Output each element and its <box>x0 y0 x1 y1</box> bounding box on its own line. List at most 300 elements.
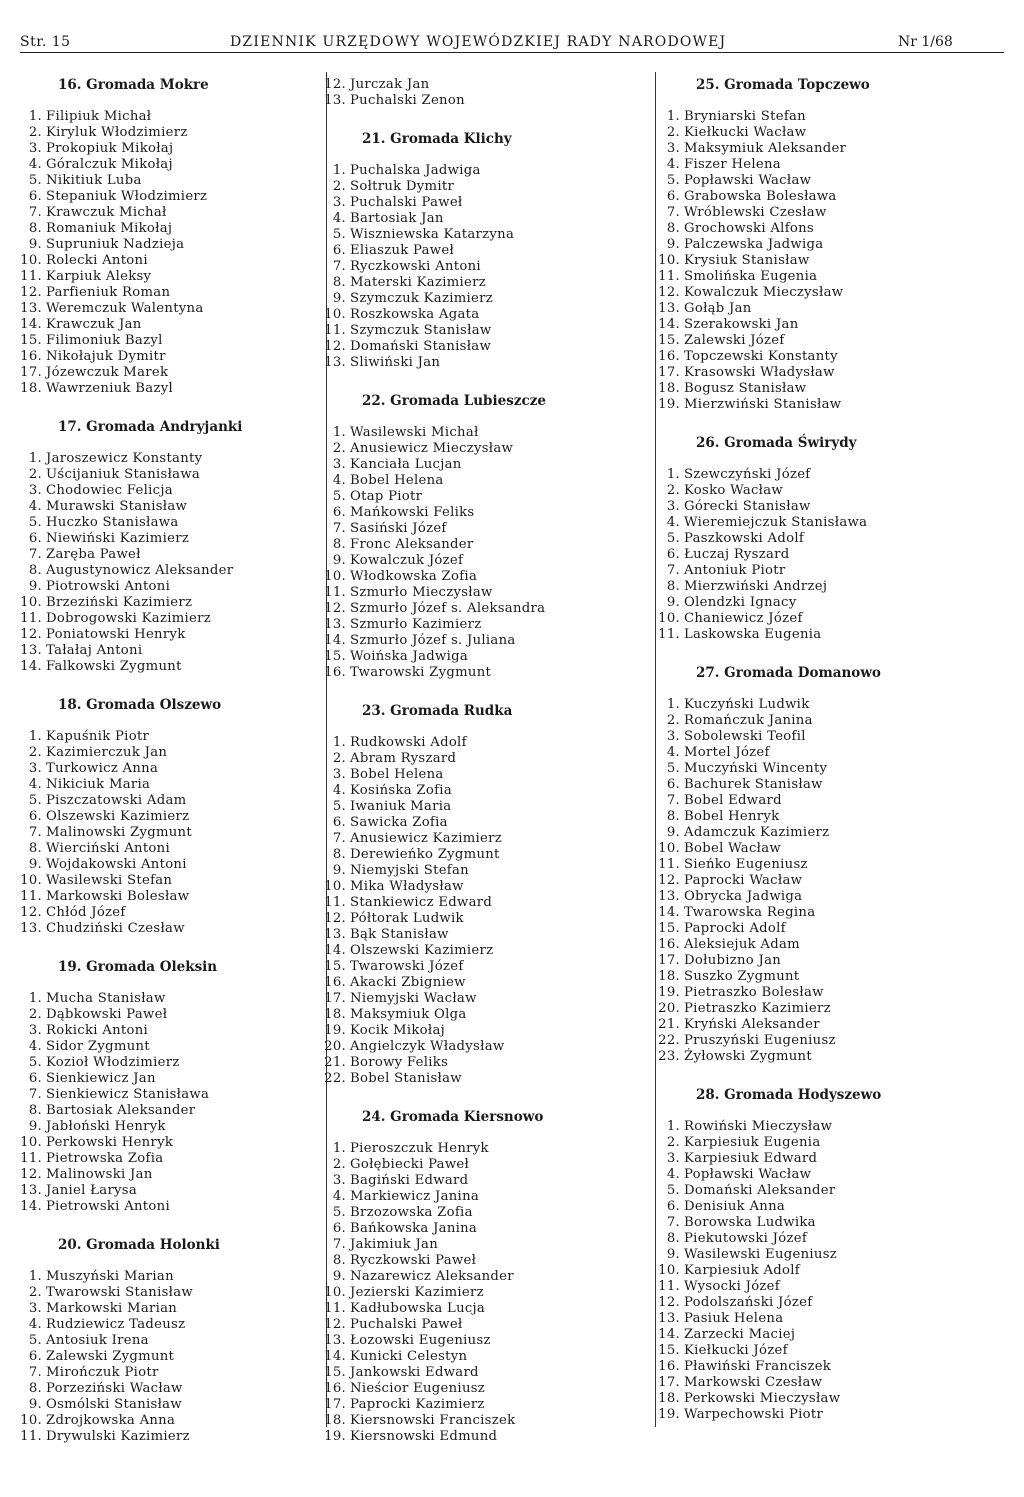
member-name: Ryczkowski Paweł <box>350 1253 477 1268</box>
member-number: 10. <box>20 1413 42 1428</box>
member-name: Angielczyk Władysław <box>350 1039 505 1054</box>
member-name: Pietrowska Zofia <box>46 1151 164 1166</box>
member-name: Twarowski Zygmunt <box>350 665 492 680</box>
member-row <box>656 483 956 499</box>
member-name: Pietraszko Kazimierz <box>684 1001 831 1016</box>
member-row <box>656 1247 956 1263</box>
member-row <box>322 1317 622 1333</box>
member-row <box>322 179 622 195</box>
member-number: 6. <box>28 1349 42 1364</box>
member-row <box>18 777 250 793</box>
section-title: 23. Gromada Rudka <box>362 703 513 719</box>
member-row <box>18 905 250 921</box>
member-row <box>656 611 956 627</box>
member-number: 13. <box>324 617 346 632</box>
member-name: Wasilewski Stefan <box>46 873 173 888</box>
member-number: 6. <box>666 777 680 792</box>
member-row <box>656 1215 956 1231</box>
member-name: Sobolewski Teofil <box>684 729 806 744</box>
member-name: Rudkowski Adolf <box>350 735 467 750</box>
member-name: Pasiuk Helena <box>684 1311 784 1326</box>
member-number: 16. <box>658 1359 680 1374</box>
member-number: 14. <box>324 1349 346 1364</box>
member-list <box>656 697 956 1065</box>
member-number: 17. <box>658 365 680 380</box>
member-row <box>322 1039 622 1055</box>
member-name: Malinowski Jan <box>46 1167 153 1182</box>
member-number: 7. <box>28 1365 42 1380</box>
member-name: Grochowski Alfons <box>684 221 814 236</box>
gromada-section <box>656 77 956 413</box>
member-row <box>18 889 250 905</box>
member-row <box>656 1279 956 1295</box>
member-number: 7. <box>28 547 42 562</box>
member-row <box>322 537 622 553</box>
member-number: 9. <box>666 595 680 610</box>
member-name: Wysocki Józef <box>684 1279 780 1294</box>
member-number: 7. <box>332 1237 346 1252</box>
member-number: 11. <box>20 1151 42 1166</box>
member-row <box>322 291 622 307</box>
member-name: Sawicka Zofia <box>350 815 448 830</box>
member-row <box>656 1407 956 1423</box>
member-number: 13. <box>324 355 346 370</box>
member-number: 11. <box>324 1301 346 1316</box>
member-row <box>18 269 250 285</box>
title-spacer <box>18 713 250 729</box>
member-row <box>18 1071 250 1087</box>
member-row <box>18 237 250 253</box>
member-number: 10. <box>20 873 42 888</box>
member-name: Pietrowski Antoni <box>46 1199 170 1214</box>
member-number: 4. <box>332 783 346 798</box>
member-name: Jurczak Jan <box>350 77 430 92</box>
member-number: 8. <box>332 275 346 290</box>
member-row <box>656 809 956 825</box>
member-number: 16. <box>658 937 680 952</box>
member-row <box>322 457 622 473</box>
member-name: Bartosiak Jan <box>350 211 444 226</box>
member-number: 7. <box>332 831 346 846</box>
member-number: 13. <box>20 301 42 316</box>
member-name: Dołubizno Jan <box>684 953 782 968</box>
member-number: 8. <box>28 221 42 236</box>
member-number: 8. <box>28 1381 42 1396</box>
member-name: Sidor Zygmunt <box>46 1039 150 1054</box>
member-row <box>322 831 622 847</box>
member-name: Popławski Wacław <box>684 1167 812 1182</box>
member-row <box>656 237 956 253</box>
member-row <box>656 1343 956 1359</box>
member-number: 22. <box>658 1033 680 1048</box>
member-number: 1. <box>28 1269 42 1284</box>
member-row <box>322 783 622 799</box>
member-name: Kosińska Zofia <box>350 783 452 798</box>
member-row <box>18 857 250 873</box>
member-name: Anusiewicz Kazimierz <box>350 831 502 846</box>
member-row <box>322 1237 622 1253</box>
member-number: 5. <box>666 1183 680 1198</box>
member-number: 21. <box>324 1055 346 1070</box>
member-list <box>18 991 250 1215</box>
member-name: Piotrowski Antoni <box>46 579 171 594</box>
member-number: 1. <box>332 1141 346 1156</box>
member-row <box>656 1135 956 1151</box>
member-number: 15. <box>658 921 680 936</box>
member-row <box>656 269 956 285</box>
member-name: Fronc Aleksander <box>350 537 474 552</box>
member-number: 7. <box>666 563 680 578</box>
member-name: Wawrzeniuk Bazyl <box>46 381 173 396</box>
member-name: Antoniuk Piotr <box>684 563 786 578</box>
member-number: 17. <box>20 365 42 380</box>
member-number: 8. <box>28 563 42 578</box>
member-name: Dobrogowski Kazimierz <box>46 611 211 626</box>
member-number: 6. <box>332 1221 346 1236</box>
member-name: Roszkowska Agata <box>350 307 480 322</box>
member-number: 3. <box>28 141 42 156</box>
member-name: Wasilewski Eugeniusz <box>684 1247 838 1262</box>
member-name: Malinowski Zygmunt <box>46 825 192 840</box>
member-row <box>322 553 622 569</box>
member-number: 2. <box>332 179 346 194</box>
section-title: 18. Gromada Olszewo <box>58 697 222 713</box>
member-number: 15. <box>324 959 346 974</box>
member-row <box>322 489 622 505</box>
member-name: Kocik Mikołaj <box>350 1023 446 1038</box>
member-row <box>18 157 250 173</box>
gromada-section <box>18 697 250 937</box>
section-spacer <box>322 109 622 131</box>
member-name: Woińska Jadwiga <box>350 649 469 664</box>
member-row <box>656 905 956 921</box>
section-spacer <box>18 1215 250 1237</box>
member-name: Markiewicz Janina <box>350 1189 480 1204</box>
gromada-section <box>322 77 622 109</box>
member-number: 19. <box>658 397 680 412</box>
member-name: Mierzwiński Andrzej <box>684 579 828 594</box>
member-name: Bańkowska Janina <box>350 1221 478 1236</box>
member-number: 13. <box>20 1183 42 1198</box>
member-row <box>322 1429 622 1445</box>
member-number: 2. <box>28 125 42 140</box>
member-number: 9. <box>332 291 346 306</box>
member-name: Bobel Wacław <box>684 841 781 856</box>
member-number: 11. <box>658 269 680 284</box>
member-number: 8. <box>332 537 346 552</box>
section-title: 20. Gromada Holonki <box>58 1237 220 1253</box>
member-number: 3. <box>666 499 680 514</box>
section-spacer <box>18 675 250 697</box>
member-row <box>322 879 622 895</box>
member-row <box>18 1023 250 1039</box>
member-number: 14. <box>20 317 42 332</box>
member-name: Twarowska Regina <box>684 905 816 920</box>
member-row <box>656 1311 956 1327</box>
member-name: Borowska Ludwika <box>684 1215 816 1230</box>
member-number: 9. <box>28 237 42 252</box>
member-name: Wróblewski Czesław <box>684 205 827 220</box>
member-row <box>18 1285 250 1301</box>
member-row <box>322 195 622 211</box>
member-name: Karpiesiuk Eugenia <box>684 1135 821 1150</box>
member-row <box>656 857 956 873</box>
member-name: Niemyjski Wacław <box>350 991 477 1006</box>
member-name: Nikołajuk Dymitr <box>46 349 166 364</box>
member-name: Filipiuk Michał <box>46 109 152 124</box>
member-number: 6. <box>666 189 680 204</box>
member-row <box>656 285 956 301</box>
member-row <box>322 1071 622 1087</box>
member-row <box>322 617 622 633</box>
member-name: Stankiewicz Edward <box>350 895 493 910</box>
member-row <box>18 1349 250 1365</box>
member-name: Szmurło Mieczysław <box>350 585 493 600</box>
member-number: 3. <box>28 761 42 776</box>
member-name: Bobel Stanisław <box>350 1071 462 1086</box>
member-name: Markowski Czesław <box>684 1375 823 1390</box>
member-name: Paprocki Adolf <box>684 921 786 936</box>
member-number: 8. <box>666 579 680 594</box>
member-row <box>322 1141 622 1157</box>
member-name: Otap Piotr <box>350 489 423 504</box>
member-name: Maksymiuk Aleksander <box>684 141 847 156</box>
member-row <box>322 665 622 681</box>
member-number: 3. <box>332 195 346 210</box>
member-list <box>18 451 250 675</box>
member-number: 10. <box>324 307 346 322</box>
member-number: 11. <box>324 895 346 910</box>
member-list <box>322 735 622 1087</box>
member-name: Kosko Wacław <box>684 483 784 498</box>
member-row <box>656 349 956 365</box>
member-number: 12. <box>20 1167 42 1182</box>
member-row <box>322 355 622 371</box>
member-number: 5. <box>28 1055 42 1070</box>
member-number: 10. <box>20 595 42 610</box>
member-row <box>322 1205 622 1221</box>
member-list <box>656 109 956 413</box>
member-row <box>322 927 622 943</box>
member-number: 7. <box>666 205 680 220</box>
member-row <box>322 735 622 751</box>
member-row <box>322 1055 622 1071</box>
member-number: 11. <box>658 857 680 872</box>
section-spacer <box>656 413 956 435</box>
member-name: Ryczkowski Antoni <box>350 259 481 274</box>
member-row <box>322 1381 622 1397</box>
member-number: 3. <box>332 767 346 782</box>
member-number: 11. <box>20 889 42 904</box>
member-row <box>656 189 956 205</box>
member-number: 5. <box>332 227 346 242</box>
member-row <box>18 349 250 365</box>
member-number: 2. <box>332 751 346 766</box>
member-name: Kuczyński Ludwik <box>684 697 810 712</box>
member-number: 7. <box>332 521 346 536</box>
member-name: Puchalska Jadwiga <box>350 163 481 178</box>
member-number: 14. <box>658 905 680 920</box>
member-row <box>322 1301 622 1317</box>
member-name: Twarowski Józef <box>350 959 464 974</box>
member-row <box>656 109 956 125</box>
issue-number: Nr 1/68 <box>898 34 953 50</box>
member-name: Gołąb Jan <box>684 301 752 316</box>
member-row <box>18 729 250 745</box>
member-row <box>656 301 956 317</box>
member-name: Abram Ryszard <box>350 751 457 766</box>
member-row <box>18 1429 250 1445</box>
member-name: Szmurło Józef s. Aleksandra <box>350 601 546 616</box>
member-name: Mortel Józef <box>684 745 770 760</box>
member-number: 5. <box>28 793 42 808</box>
member-name: Szewczyński Józef <box>684 467 811 482</box>
member-name: Szmurło Kazimierz <box>350 617 482 632</box>
member-name: Chaniewicz Józef <box>684 611 803 626</box>
page-number: Str. 15 <box>20 34 71 50</box>
member-name: Popławski Wacław <box>684 173 812 188</box>
member-row <box>322 211 622 227</box>
member-row <box>18 125 250 141</box>
member-name: Paszkowski Adolf <box>684 531 805 546</box>
member-number: 11. <box>20 1429 42 1444</box>
member-name: Pieroszczuk Henryk <box>350 1141 489 1156</box>
member-number: 4. <box>666 515 680 530</box>
member-number: 2. <box>666 1135 680 1150</box>
member-row <box>656 1327 956 1343</box>
member-row <box>656 1017 956 1033</box>
member-row <box>656 841 956 857</box>
member-name: Muszyński Marian <box>46 1269 174 1284</box>
member-row <box>322 959 622 975</box>
member-row <box>656 1183 956 1199</box>
member-name: Józewczuk Marek <box>46 365 169 380</box>
member-name: Górecki Stanisław <box>684 499 811 514</box>
member-name: Łuczaj Ryszard <box>684 547 790 562</box>
member-row <box>18 547 250 563</box>
member-number: 10. <box>20 1135 42 1150</box>
member-name: Stepaniuk Włodzimierz <box>46 189 208 204</box>
member-row <box>656 397 956 413</box>
section-spacer <box>656 643 956 665</box>
member-number: 16. <box>324 1381 346 1396</box>
member-name: Półtorak Ludwik <box>350 911 464 926</box>
member-name: Olendzki Ignacy <box>684 595 797 610</box>
member-number: 3. <box>666 141 680 156</box>
member-name: Mika Władysław <box>350 879 464 894</box>
member-row <box>322 243 622 259</box>
member-row <box>18 825 250 841</box>
title-spacer <box>322 409 622 425</box>
section-title: 16. Gromada Mokre <box>58 77 209 93</box>
member-number: 1. <box>28 451 42 466</box>
title-spacer <box>18 1253 250 1269</box>
member-row <box>18 1269 250 1285</box>
member-list <box>656 467 956 643</box>
member-name: Zalewski Zygmunt <box>46 1349 175 1364</box>
member-row <box>18 173 250 189</box>
member-row <box>322 1365 622 1381</box>
member-number: 4. <box>666 1167 680 1182</box>
member-row <box>656 921 956 937</box>
member-number: 3. <box>28 1023 42 1038</box>
member-row <box>18 1397 250 1413</box>
member-number: 4. <box>666 157 680 172</box>
member-row <box>322 991 622 1007</box>
member-number: 7. <box>28 1087 42 1102</box>
member-row <box>18 515 250 531</box>
member-number: 6. <box>28 1071 42 1086</box>
member-number: 1. <box>332 735 346 750</box>
member-name: Supruniuk Nadzieja <box>46 237 185 252</box>
member-name: Mierzwiński Stanisław <box>684 397 842 412</box>
member-name: Kunicki Celestyn <box>350 1349 468 1364</box>
member-number: 18. <box>324 1413 346 1428</box>
member-name: Wieremiejczuk Stanisława <box>684 515 868 530</box>
member-number: 11. <box>20 269 42 284</box>
member-name: Markowski Marian <box>46 1301 178 1316</box>
member-name: Jezierski Kazimierz <box>350 1285 484 1300</box>
member-name: Krawczuk Jan <box>46 317 142 332</box>
member-name: Karpiuk Aleksy <box>46 269 152 284</box>
member-name: Poniatowski Henryk <box>46 627 186 642</box>
member-list <box>18 729 250 937</box>
member-number: 22. <box>324 1071 346 1086</box>
member-list <box>18 1269 250 1445</box>
member-number: 13. <box>20 643 42 658</box>
member-row <box>656 253 956 269</box>
member-row <box>18 1199 250 1215</box>
member-row <box>18 317 250 333</box>
member-row <box>322 847 622 863</box>
member-name: Chłód Józef <box>46 905 126 920</box>
member-row <box>322 441 622 457</box>
member-number: 12. <box>658 1295 680 1310</box>
member-number: 18. <box>658 381 680 396</box>
member-row <box>322 275 622 291</box>
member-row <box>18 1183 250 1199</box>
member-name: Puchalski Zenon <box>350 93 465 108</box>
member-name: Jaroszewicz Konstanty <box>46 451 203 466</box>
member-number: 10. <box>658 611 680 626</box>
member-number: 4. <box>28 499 42 514</box>
member-row <box>322 227 622 243</box>
member-number: 13. <box>20 921 42 936</box>
member-name: Denisiuk Anna <box>684 1199 786 1214</box>
member-row <box>322 1189 622 1205</box>
member-number: 2. <box>666 483 680 498</box>
member-number: 2. <box>28 1007 42 1022</box>
member-row <box>656 467 956 483</box>
member-number: 1. <box>28 109 42 124</box>
title-spacer <box>18 435 250 451</box>
member-name: Kiełkucki Józef <box>684 1343 788 1358</box>
member-row <box>656 365 956 381</box>
member-row <box>656 969 956 985</box>
member-name: Mirończuk Piotr <box>46 1365 159 1380</box>
member-number: 5. <box>666 761 680 776</box>
member-number: 20. <box>658 1001 680 1016</box>
member-name: Kowalczuk Józef <box>350 553 464 568</box>
member-row <box>322 1023 622 1039</box>
member-number: 5. <box>666 531 680 546</box>
gromada-section <box>18 1237 250 1445</box>
member-row <box>656 499 956 515</box>
member-number: 19. <box>324 1429 346 1444</box>
member-name: Niewiński Kazimierz <box>46 531 190 546</box>
member-name: Pruszyński Eugeniusz <box>684 1033 836 1048</box>
member-name: Tałałaj Antoni <box>46 643 143 658</box>
